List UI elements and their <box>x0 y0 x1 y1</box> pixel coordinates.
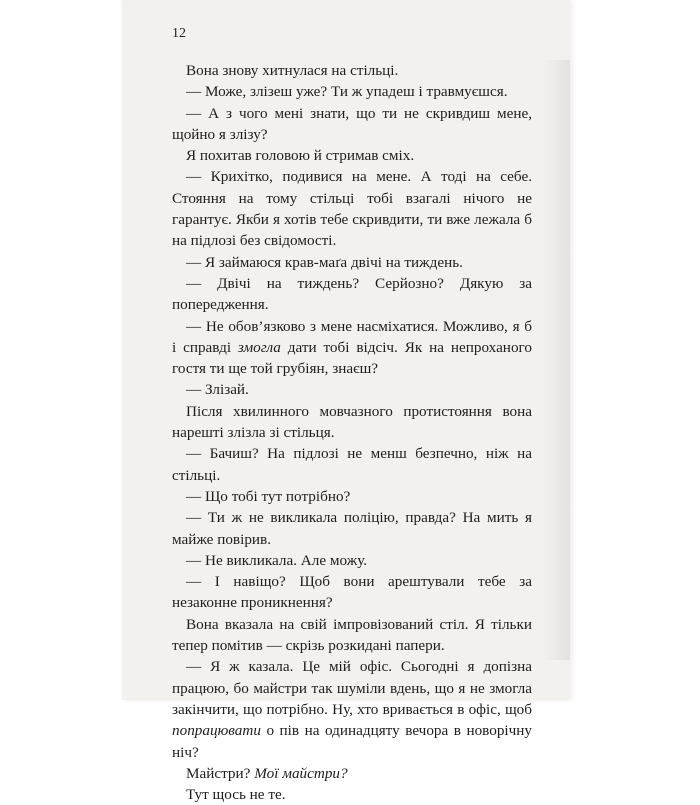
text-span: дати тобі відсіч. Як на непроханого гостя ти ще той грубіян, знаєш? <box>172 338 532 378</box>
paragraph: — Бачиш? На підлозі не менш безпечно, ніж на стільці. <box>172 445 532 484</box>
page-number: 12 <box>172 26 186 41</box>
paragraph: — Я займаюся крав-маґа двічі на тиждень. <box>186 253 463 271</box>
paragraph: Я похитав головою й стримав сміх. <box>186 147 415 165</box>
text-span: — Я ж казала. Це мій офіс. Сьогодні я допізна працюю, бо майстри так шуміли вдень, що я не змогла закінчити, що потрібно. Ну, хто вривається в офіс, щоб <box>172 658 532 718</box>
text-span: Майстри? <box>186 764 255 782</box>
paragraph: — І навіщо? Щоб вони арештували тебе за незаконне проникнення? <box>172 573 532 612</box>
paragraph: — Крихітко, подивися на мене. А тоді на себе. Стояння на тому стільці тобі взагалі нічого не гарантує. Якби я хотів тебе скривдити, ти вже лежала б на підлозі без свідомості. <box>172 168 532 250</box>
italic-text: попрацювати <box>172 722 261 740</box>
paragraph <box>172 763 532 784</box>
paragraph: Вона знову хитнулася на стільці. <box>186 62 399 79</box>
paragraph: — Може, злізеш уже? Ти ж упадеш і травмуєшся. <box>186 83 508 101</box>
paragraph: — А з чого мені знати, що ти не скривдиш мене, щойно я злізу? <box>172 104 532 143</box>
page-edge-shadow <box>542 60 570 660</box>
paragraph: — Що тобі тут потрібно? <box>186 487 351 505</box>
italic-text: змогла <box>237 338 281 356</box>
book-page <box>122 0 570 804</box>
paragraph: Після хвилинного мовчазного протистояння вона нарешті злізла зі стільця. <box>172 402 532 442</box>
text-span: — Не обов’язково з мене насміхатися. Можливо, я б і справді <box>172 317 532 356</box>
paragraph <box>172 656 532 762</box>
paragraph: — Не викликала. Але можу. <box>186 551 368 569</box>
paragraph: — Двічі на тиждень? Серйозно? Дякую за попередження. <box>172 274 532 314</box>
paragraph: Вона вказала на свій імпровізований стіл. Я тільки тепер помітив — скрізь розкидані папери. <box>172 615 532 655</box>
paragraph: — Ти ж не викликала поліцію, правда? На мить я майже повірив. <box>172 509 532 548</box>
italic-text: Мої майстри? <box>254 764 348 782</box>
paragraph <box>172 316 532 380</box>
page-body-text <box>172 60 532 805</box>
text-span: о пів на одинадцяту вечора в новорічну ніч? <box>172 722 532 761</box>
paragraph: Тут щось не те. <box>186 786 286 804</box>
paragraph: — Злізай. <box>186 381 249 399</box>
